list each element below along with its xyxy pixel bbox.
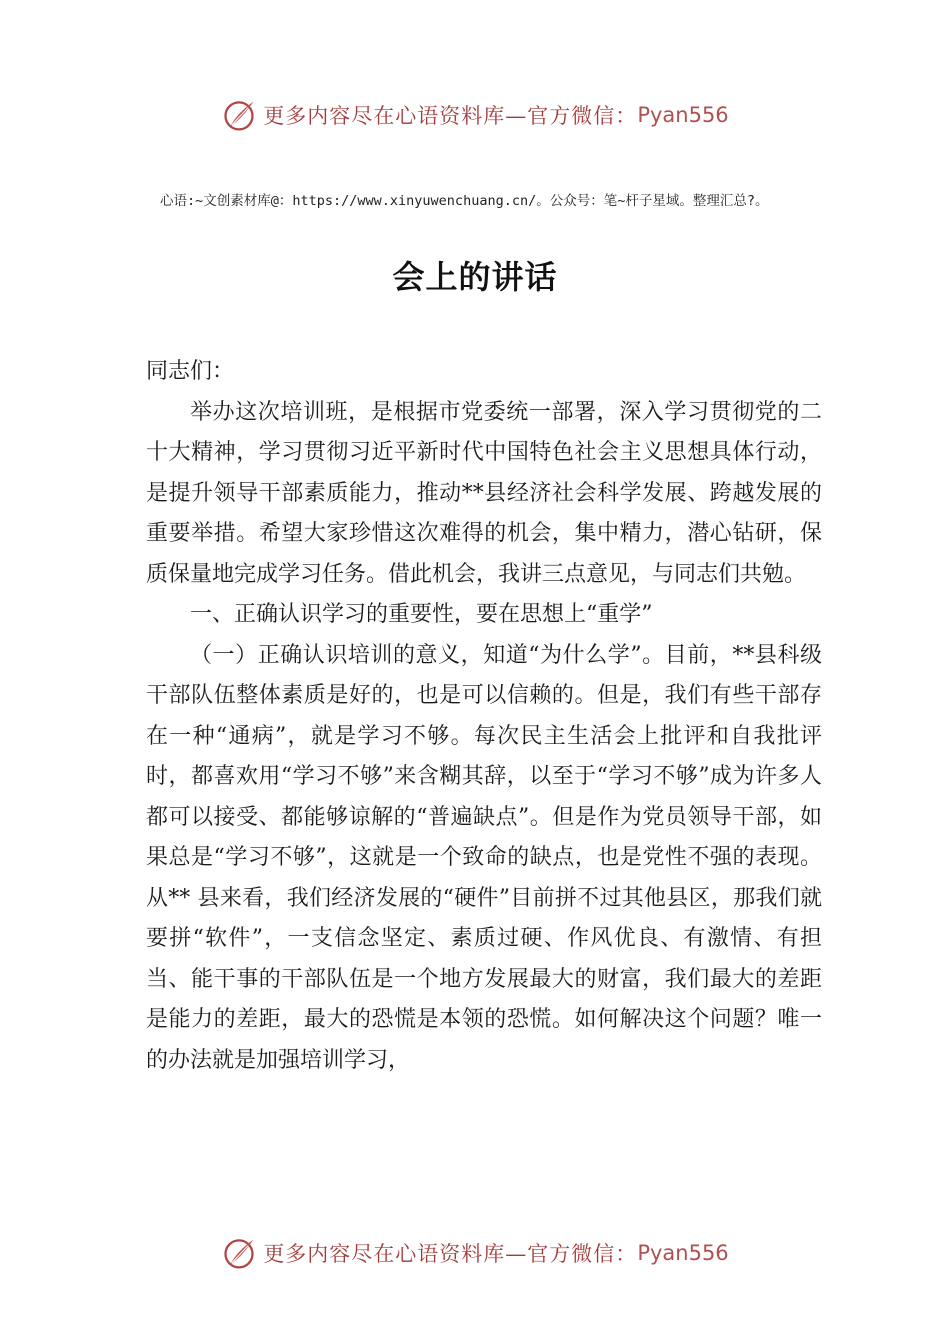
footer-banner	[0, 1228, 950, 1278]
wechat-id: Pyan556	[637, 103, 729, 127]
feather-pen-logo-icon	[221, 97, 257, 133]
wechat-id: Pyan556	[637, 1241, 729, 1265]
paragraph-1: 举办这次培训班，是根据市党委统一部署，深入学习贯彻党的二十大精神，学习贯彻习近平新时代中国特色社会主义思想具体行动，是提升领导干部素质能力，推动**县经济社会科学发展、跨越发展的重要举措。希望大家珍惜这次难得的机会，集中精力，潜心钻研，保质保量地完成学习任务。借此机会，我讲三点意见，与同志们共勉。	[146, 399, 822, 587]
banner-text: 更多内容尽在心语资料库—官方微信：	[263, 1242, 638, 1266]
greeting: 同志们：	[146, 359, 235, 384]
feather-pen-logo-icon	[221, 1235, 257, 1271]
document-title: 会上的讲话	[392, 258, 558, 296]
paragraph-2: （一）正确认识培训的意义，知道“为什么学”。目前，**县科级干部队伍整体素质是好的，也是可以信赖的。但是，我们有些干部存在一种“通病”，就是学习不够。每次民主生活会上批评和自我批评时，都喜欢用“学习不够”来含糊其辞，以至于“学习不够”成为许多人都可以接受、都能够谅解的“普遍缺点”。但是作为党员领导干部，如果总是“学习不够”，这就是一个致命的缺点，也是党性不强的表现。从** 县来看，我们经济发展的“硬件”目前拼不过其他县区，那我们就要拼“软件”，一支信念坚定、素质过硬、作风优良、有激情、有担当、能干事的干部队伍是一个地方发展最大的财富，我们最大的差距是能力的差距，最大的恐慌是本领的恐慌。如何解决这个问题？唯一的办法就是加强培训学习，	[146, 642, 822, 1073]
banner-text: 更多内容尽在心语资料库—官方微信：	[263, 104, 638, 128]
section-heading-1: 一、正确认识学习的重要性，要在思想上“重学”	[190, 602, 653, 627]
header-banner	[0, 90, 950, 140]
source-line: 心语:~文创素材库@：https://www.xinyuwenchuang.cn/。公众号：笔~杆子星域。整理汇总?。	[160, 193, 769, 209]
document-body	[146, 352, 822, 1081]
